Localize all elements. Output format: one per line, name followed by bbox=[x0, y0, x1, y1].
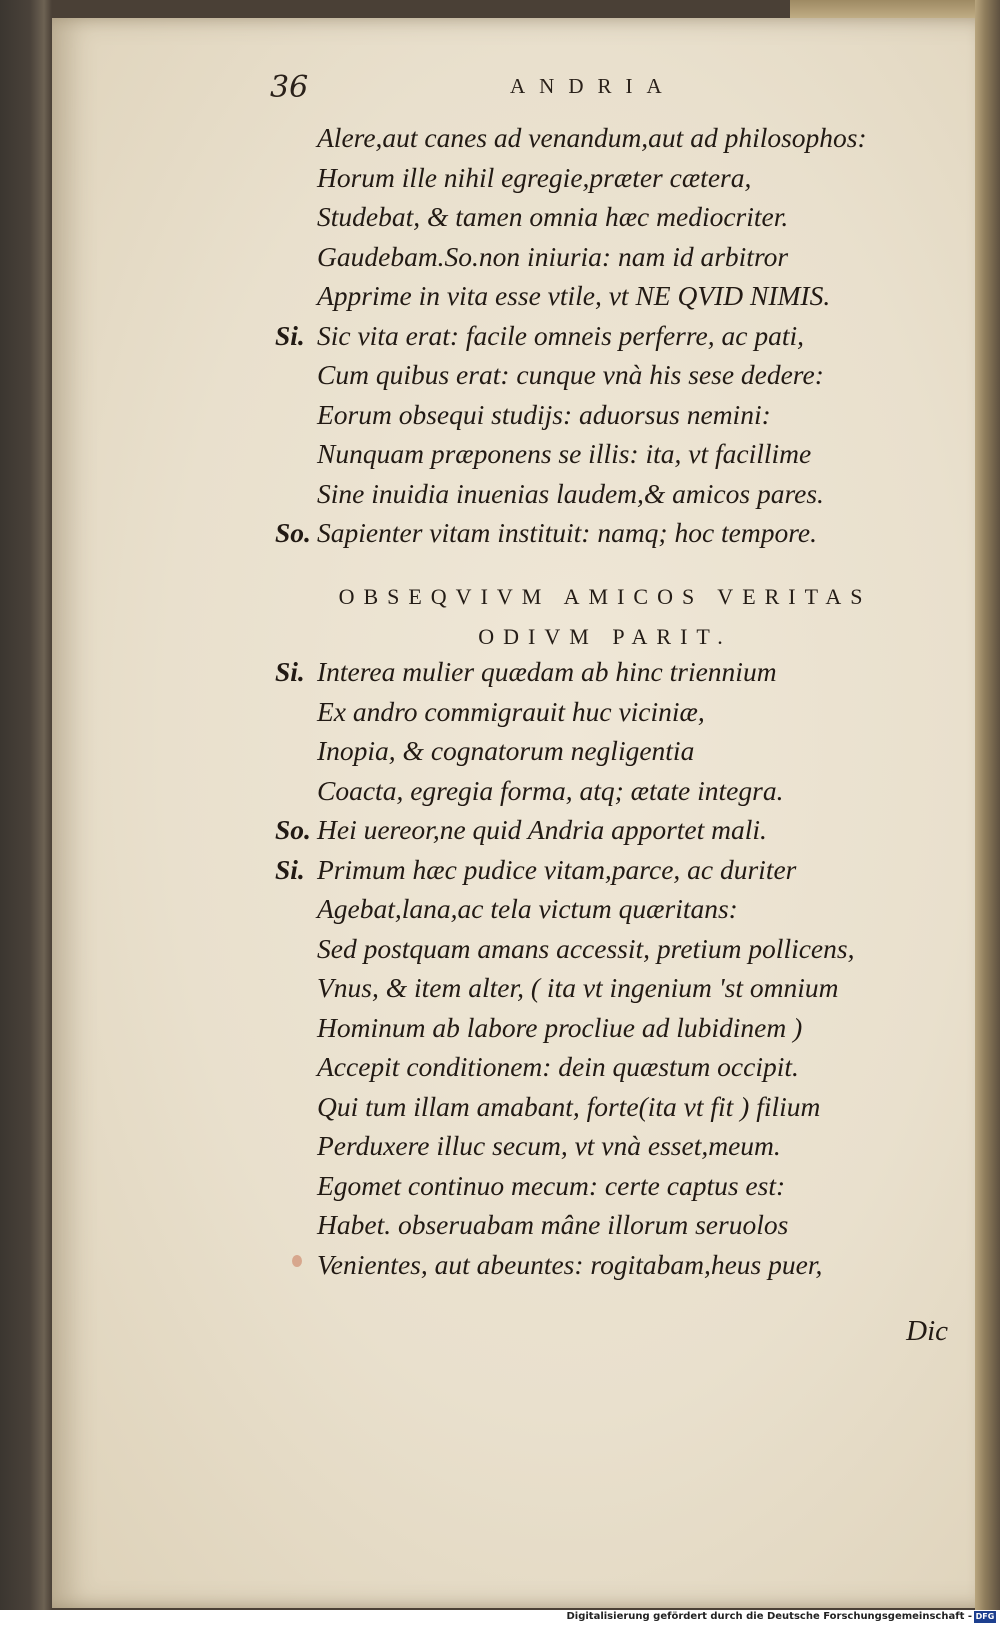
speaker-label: So. bbox=[275, 814, 311, 845]
verse-line bbox=[275, 1047, 955, 1087]
verse-line bbox=[275, 158, 955, 198]
catchword: Dic bbox=[906, 1315, 948, 1347]
verse-line bbox=[275, 1008, 955, 1048]
verse-line-text: Vnus, & item alter, ( ita vt ingenium 'st omnium bbox=[317, 972, 839, 1003]
verse-line bbox=[275, 118, 955, 158]
verse-line-text: Accepit conditionem: dein quæstum occipit. bbox=[317, 1051, 799, 1082]
verse-line-text: Agebat,lana,ac tela victum quæritans: bbox=[317, 893, 738, 924]
verse-line bbox=[275, 929, 955, 969]
section-title-line-1: OBSEQVIVM AMICOS VERITAS bbox=[338, 584, 872, 609]
verse-line-text: Hominum ab labore procliue ad lubidinem ) bbox=[317, 1011, 803, 1043]
verse-line bbox=[275, 968, 955, 1008]
verse-line bbox=[275, 513, 955, 553]
verse-line-text: Sic vita erat: facile omneis perferre, ac pati, bbox=[317, 319, 804, 351]
verse-line-text: Eorum obsequi studijs: aduorsus nemini: bbox=[317, 398, 771, 430]
verse-text-2 bbox=[275, 652, 955, 1284]
verse-line bbox=[275, 850, 955, 890]
verse-line bbox=[275, 731, 955, 771]
verse-line-text: Egomet continuo mecum: certe captus est: bbox=[317, 1169, 786, 1201]
verse-block-1 bbox=[275, 118, 955, 553]
verse-line bbox=[275, 771, 955, 811]
verse-line-text: Ex andro commigrauit huc viciniæ, bbox=[317, 695, 705, 727]
verse-line-text: Hei uereor,ne quid Andria apportet mali. bbox=[317, 814, 767, 845]
section-title-line-2: ODIVM PARIT. bbox=[478, 624, 732, 649]
verse-line bbox=[275, 1087, 955, 1127]
speaker-label: Si. bbox=[275, 853, 305, 885]
page-header bbox=[270, 70, 750, 110]
verse-text bbox=[275, 118, 955, 553]
verse-line-text: Studebat, & tamen omnia hæc mediocriter. bbox=[317, 201, 789, 232]
verse-line-text: Coacta, egregia forma, atq; ætate integra. bbox=[317, 774, 784, 806]
verse-line-text: Qui tum illam amabant, forte(ita vt fit ) filium bbox=[317, 1090, 821, 1122]
verse-line-text: Inopia, & cognatorum negligentia bbox=[317, 735, 695, 766]
verse-line bbox=[275, 1245, 955, 1285]
running-head: ANDRIA bbox=[510, 74, 676, 98]
verse-line bbox=[275, 395, 955, 435]
verse-line-text: Gaudebam.So.non iniuria: nam id arbitror bbox=[317, 240, 789, 272]
verse-line bbox=[275, 1126, 955, 1166]
verse-line bbox=[275, 810, 955, 850]
speaker-label: So. bbox=[275, 517, 311, 548]
folio-number: 36 bbox=[270, 70, 309, 105]
verse-line bbox=[275, 889, 955, 929]
verse-line bbox=[275, 692, 955, 732]
verse-line-text: Sed postquam amans accessit, pretium pollicens, bbox=[317, 932, 855, 964]
page-edge bbox=[975, 0, 1000, 1610]
verse-line-text: Perduxere illuc secum, vt vnà esset,meum. bbox=[317, 1130, 781, 1161]
verse-line-text: Cum quibus erat: cunque vnà his sese dedere: bbox=[317, 359, 824, 390]
footer-credit: Digitalisierung gefördert durch die Deutsche Forschungsgemeinschaft - bbox=[566, 1611, 972, 1622]
verse-line bbox=[275, 1166, 955, 1206]
verse-line-text: Apprime in vita esse vtile, vt NE QVID NIMIS. bbox=[317, 280, 831, 311]
verse-line bbox=[275, 434, 955, 474]
verse-line-text: Primum hæc pudice vitam,parce, ac duriter bbox=[317, 853, 797, 885]
verse-line bbox=[275, 474, 955, 514]
verse-line bbox=[275, 355, 955, 395]
verse-line-text: Habet. obseruabam mâne illorum seruolos bbox=[317, 1209, 789, 1240]
dfg-logo: DFG bbox=[975, 1612, 995, 1621]
verse-line-text: Horum ille nihil egregie,præter cætera, bbox=[317, 161, 752, 193]
verse-line bbox=[275, 1205, 955, 1245]
verse-line bbox=[275, 197, 955, 237]
verse-line bbox=[275, 276, 955, 316]
verse-line bbox=[275, 237, 955, 277]
verse-line-text: Alere,aut canes ad venandum,aut ad philosophos: bbox=[317, 122, 867, 153]
verse-line bbox=[275, 652, 955, 692]
verse-line-text: Venientes, aut abeuntes: rogitabam,heus puer, bbox=[317, 1248, 823, 1280]
verse-line-text: Sine inuidia inuenias laudem,& amicos pares. bbox=[317, 477, 824, 509]
verse-block-2 bbox=[275, 652, 955, 1284]
verse-line-text: Nunquam præponens se illis: ita, vt facillime bbox=[317, 438, 812, 469]
verse-line-text: Sapienter vitam instituit: namq; hoc tempore. bbox=[317, 517, 818, 548]
speaker-label: Si. bbox=[275, 656, 305, 687]
speaker-label: Si. bbox=[275, 319, 305, 351]
verse-line-text: Interea mulier quædam ab hinc triennium bbox=[317, 656, 777, 687]
verse-line bbox=[275, 316, 955, 356]
